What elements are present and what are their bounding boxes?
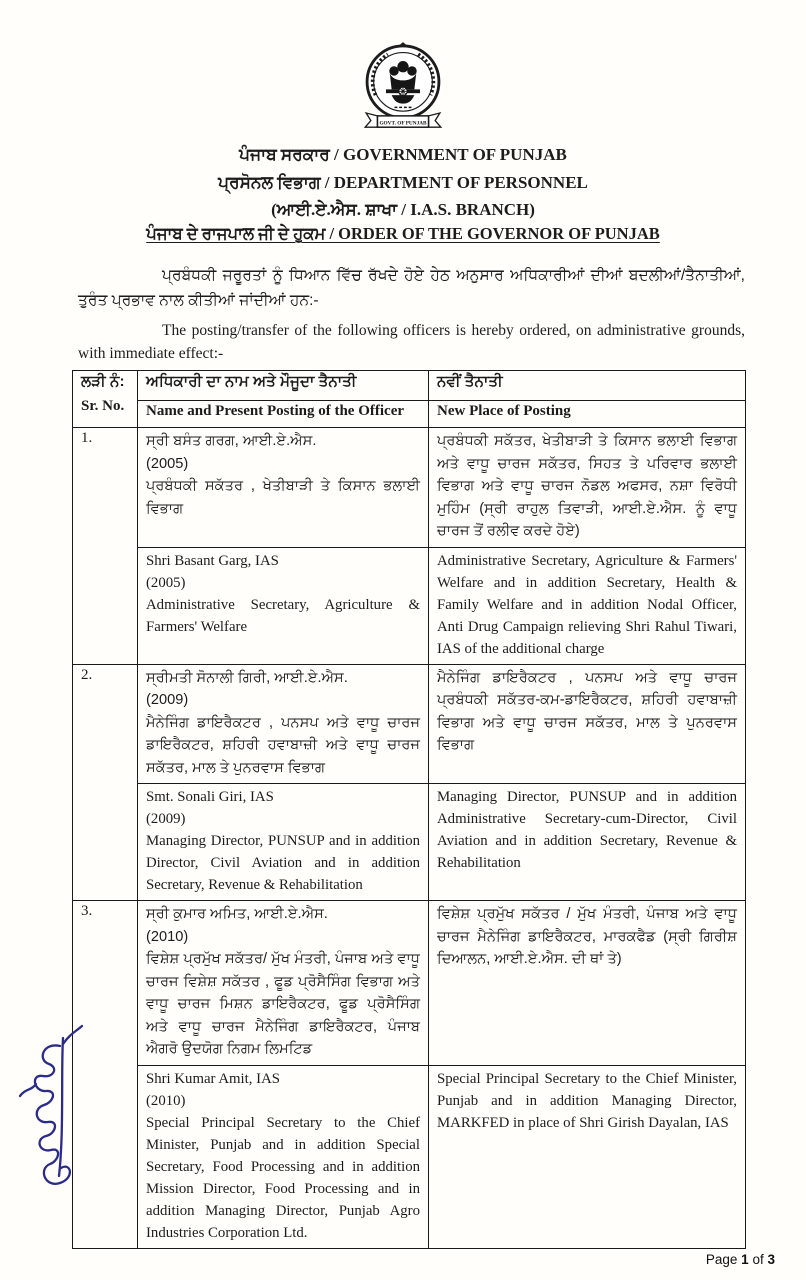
row1-present-posting-pb xyxy=(138,428,429,548)
table-row xyxy=(73,1065,746,1248)
gov-header-line1: ਪੰਜਾਬ ਸਰਕਾਰ / GOVERNMENT OF PUNJAB xyxy=(239,145,567,164)
gov-header-line3: (ਆਈ.ਏ.ਐਸ. ਸ਼ਾਖਾ / I.A.S. BRANCH) xyxy=(271,200,535,219)
officer-batch-year-en: (2005) xyxy=(146,574,186,591)
row2-new-posting-en: Managing Director, PUNSUP and in addition Administrative Secretary-cum-Director, Civil Aviation and in addition Secretary, Revenue & Rehabilitation xyxy=(429,784,746,901)
transfer-table xyxy=(72,370,746,1249)
present-posting-text-en: Administrative Secretary, Agriculture & Farmers' Welfare xyxy=(146,596,420,635)
present-posting-text-pb: ਮੈਨੇਜਿੰਗ ਡਾਇਰੈਕਟਰ , ਪਨਸਪ ਅਤੇ ਵਾਧੂ ਚਾਰਜ ਡਾਇਰੈਕਟਰ, ਸ਼ਹਿਰੀ ਹਵਾਬਾਜ਼ੀ ਅਤੇ ਵਾਧੂ ਚਾਰਜ ਸਕੱਤਰ, ਮਾਲ ਤੇ ਪੁਨਰਵਾਸ ਵਿਭਾਗ xyxy=(146,714,420,776)
present-posting-text-pb: ਵਿਸ਼ੇਸ਼ ਪ੍ਰਮੁੱਖ ਸਕੱਤਰ/ ਮੁੱਖ ਮੰਤਰੀ, ਪੰਜਾਬ ਅਤੇ ਵਾਧੂ ਚਾਰਜ ਵਿਸ਼ੇਸ਼ ਸਕੱਤਰ , ਫੂਡ ਪ੍ਰੋਸੈਸਿੰਗ ਵਿਭਾਗ ਅਤੇ ਵਾਧੂ ਚਾਰਜ ਮਿਸ਼ਨ ਡਾਇਰੈਕਟਰ, ਫੂਡ ਪ੍ਰੋਸੈਸਿੰਗ ਅਤੇ ਵਾਧੂ ਚਾਰਜ ਮੈਨੇਜਿੰਗ ਡਾਇਰੈਕਟਰ, ਪੰਜਾਬ ਐਗਰੋ ਉਦਯੋਗ ਨਿਗਮ ਲਿਮਟਿਡ xyxy=(146,951,420,1057)
intro-paragraphs xyxy=(78,263,745,365)
row2-new-posting-pb: ਮੈਨੇਜਿੰਗ ਡਾਇਰੈਕਟਰ , ਪਨਸਪ ਅਤੇ ਵਾਧੂ ਚਾਰਜ ਪ੍ਰਬੰਧਕੀ ਸਕੱਤਰ-ਕਮ-ਡਾਇਰੈਕਟਰ, ਸ਼ਹਿਰੀ ਹਵਾਬਾਜ਼ੀ ਵਿਭਾਗ ਅਤੇ ਵਾਧੂ ਚਾਰਜ ਸਕੱਤਰ, ਮਾਲ ਤੇ ਪੁਨਰਵਾਸ ਵਿਭਾਗ xyxy=(429,664,746,784)
table-row xyxy=(73,428,746,548)
page-number xyxy=(706,1252,775,1267)
officer-name-pb: ਸ੍ਰੀਮਤੀ ਸੋਨਾਲੀ ਗਿਰੀ, ਆਈ.ਏ.ਐਸ. xyxy=(146,669,348,686)
ashoka-capital-icon xyxy=(367,42,439,118)
officer-name-en: Shri Basant Garg, IAS xyxy=(146,552,279,569)
emblem-banner-text: GOVT. OF PUNJAB xyxy=(379,120,427,127)
col-header-sr-pb: ਲੜੀ ਨੰ: xyxy=(81,373,125,390)
row2-serial: 2. xyxy=(73,664,138,901)
officer-batch-year-pb: (2010) xyxy=(146,928,189,945)
officer-name-en: Shri Kumar Amit, IAS xyxy=(146,1070,280,1087)
page-total: 3 xyxy=(767,1252,775,1267)
row1-present-posting-en xyxy=(138,547,429,664)
table-row xyxy=(73,784,746,901)
col-header-new-pb: ਨਵੀਂ ਤੈਨਾਤੀ xyxy=(429,371,746,401)
of-word: of xyxy=(752,1252,764,1267)
officer-batch-year-en: (2010) xyxy=(146,1092,186,1109)
row3-serial: 3. xyxy=(73,901,138,1249)
officer-name-pb: ਸ੍ਰੀ ਕੁਮਾਰ ਅਮਿਤ, ਆਈ.ਏ.ਐਸ. xyxy=(146,906,328,922)
row1-serial: 1. xyxy=(73,428,138,665)
row3-new-posting-pb: ਵਿਸ਼ੇਸ਼ ਪ੍ਰਮੁੱਖ ਸਕੱਤਰ / ਮੁੱਖ ਮੰਤਰੀ, ਪੰਜਾਬ ਅਤੇ ਵਾਧੂ ਚਾਰਜ ਮੈਨੇਜਿੰਗ ਡਾਇਰੈਕਟਰ, ਮਾਰਕਫੈਡ (ਸ੍ਰੀ ਗਿਰੀਸ਼ ਦਿਆਲਨ, ਆਈ.ਏ.ਐਸ. ਦੀ ਥਾਂ ਤੇ) xyxy=(429,901,746,1066)
gov-header xyxy=(0,141,806,224)
col-header-name-pb: ਅਧਿਕਾਰੀ ਦਾ ਨਾਮ ਅਤੇ ਮੌਜੂਦਾ ਤੈਨਾਤੀ xyxy=(138,371,429,401)
row2-present-posting-pb xyxy=(138,664,429,784)
row3-present-posting-pb xyxy=(138,901,429,1066)
table-row xyxy=(73,901,746,1066)
officer-name-en: Smt. Sonali Giri, IAS xyxy=(146,789,274,805)
col-header-sr xyxy=(73,371,138,428)
present-posting-text-pb: ਪ੍ਰਬੰਧਕੀ ਸਕੱਤਰ , ਖੇਤੀਬਾੜੀ ਤੇ ਕਿਸਾਨ ਭਲਾਈ ਵਿਭਾਗ xyxy=(146,478,420,517)
officer-batch-year-pb: (2009) xyxy=(146,692,189,708)
officer-batch-year-en: (2009) xyxy=(146,811,186,827)
officer-batch-year-pb: (2005) xyxy=(146,455,189,472)
col-header-new-en: New Place of Posting xyxy=(429,401,746,428)
present-posting-text-en: Special Principal Secretary to the Chief Minister, Punjab and in addition Special Secretary, Food Processing and in addition Mission Director, Food Processing and in addition Managing Director, Punjab Agro Industries Corporation Ltd. xyxy=(146,1114,420,1241)
col-header-name-en: Name and Present Posting of the Officer xyxy=(138,401,429,428)
punjab-govt-emblem xyxy=(351,38,455,137)
intro-paragraph-english: The posting/transfer of the following officers is hereby ordered, on administrative grounds, with immediate effect:- xyxy=(78,322,745,362)
order-title: ਪੰਜਾਬ ਦੇ ਰਾਜਪਾਲ ਜੀ ਦੇ ਹੁਕਮ / ORDER OF THE GOVERNOR OF PUNJAB xyxy=(146,224,660,243)
table-row xyxy=(73,547,746,664)
row3-new-posting-en: Special Principal Secretary to the Chief Minister, Punjab and in addition Managing Director, MARKFED in place of Shri Girish Dayalan, IAS xyxy=(429,1065,746,1248)
intro-paragraph-punjabi: ਪ੍ਰਬੰਧਕੀ ਜਰੂਰਤਾਂ ਨੂੰ ਧਿਆਨ ਵਿੱਚ ਰੱਖਦੇ ਹੋਏ ਹੇਠ ਅਨੁਸਾਰ ਅਧਿਕਾਰੀਆਂ ਦੀਆਂ ਬਦਲੀਆਂ/ਤੈਨਾਤੀਆਂ, ਤੁਰੰਤ ਪ੍ਰਭਾਵ ਨਾਲ ਕੀਤੀਆਂ ਜਾਂਦੀਆਂ ਹਨ:- xyxy=(78,267,745,309)
row1-new-posting-en: Administrative Secretary, Agriculture & Farmers' Welfare and in addition Secretary, Health & Family Welfare and in addition Nodal Officer, Anti Drug Campaign relieving Shri Rahul Tiwari, IAS of the additional charge xyxy=(429,547,746,664)
col-header-sr-en: Sr. No. xyxy=(81,398,125,414)
table-row xyxy=(73,664,746,784)
emblem-banner xyxy=(365,113,441,127)
row2-present-posting-en xyxy=(138,784,429,901)
row3-present-posting-en xyxy=(138,1065,429,1248)
officer-name-pb: ਸ੍ਰੀ ਬਸੰਤ ਗਰਗ, ਆਈ.ਏ.ਐਸ. xyxy=(146,433,317,449)
gov-header-line2: ਪ੍ਰਸੋਨਲ ਵਿਭਾਗ / DEPARTMENT OF PERSONNEL xyxy=(218,172,588,192)
page-word: Page xyxy=(705,1252,738,1267)
signature-scribble xyxy=(12,1022,107,1207)
page-current: 1 xyxy=(741,1252,749,1267)
row1-new-posting-pb: ਪ੍ਰਬੰਧਕੀ ਸਕੱਤਰ, ਖੇਤੀਬਾੜੀ ਤੇ ਕਿਸਾਨ ਭਲਾਈ ਵਿਭਾਗ ਅਤੇ ਵਾਧੂ ਚਾਰਜ ਸਕੱਤਰ, ਸਿਹਤ ਤੇ ਪਰਿਵਾਰ ਭਲਾਈ ਵਿਭਾਗ ਅਤੇ ਵਾਧੂ ਚਾਰਜ ਨੋਡਲ ਅਫਸਰ, ਨਸ਼ਾ ਵਿਰੋਧੀ ਮੁਹਿੰਮ (ਸ੍ਰੀ ਰਾਹੁਲ ਤਿਵਾੜੀ, ਆਈ.ਏ.ਐਸ. ਨੂੰ ਵਾਧੂ ਚਾਰਜ ਤੋਂ ਰਲੀਵ ਕਰਦੇ ਹੋਏ) xyxy=(429,428,746,548)
present-posting-text-en: Managing Director, PUNSUP and in addition Director, Civil Aviation and in addition Secretary, Revenue & Rehabilitation xyxy=(146,833,420,893)
